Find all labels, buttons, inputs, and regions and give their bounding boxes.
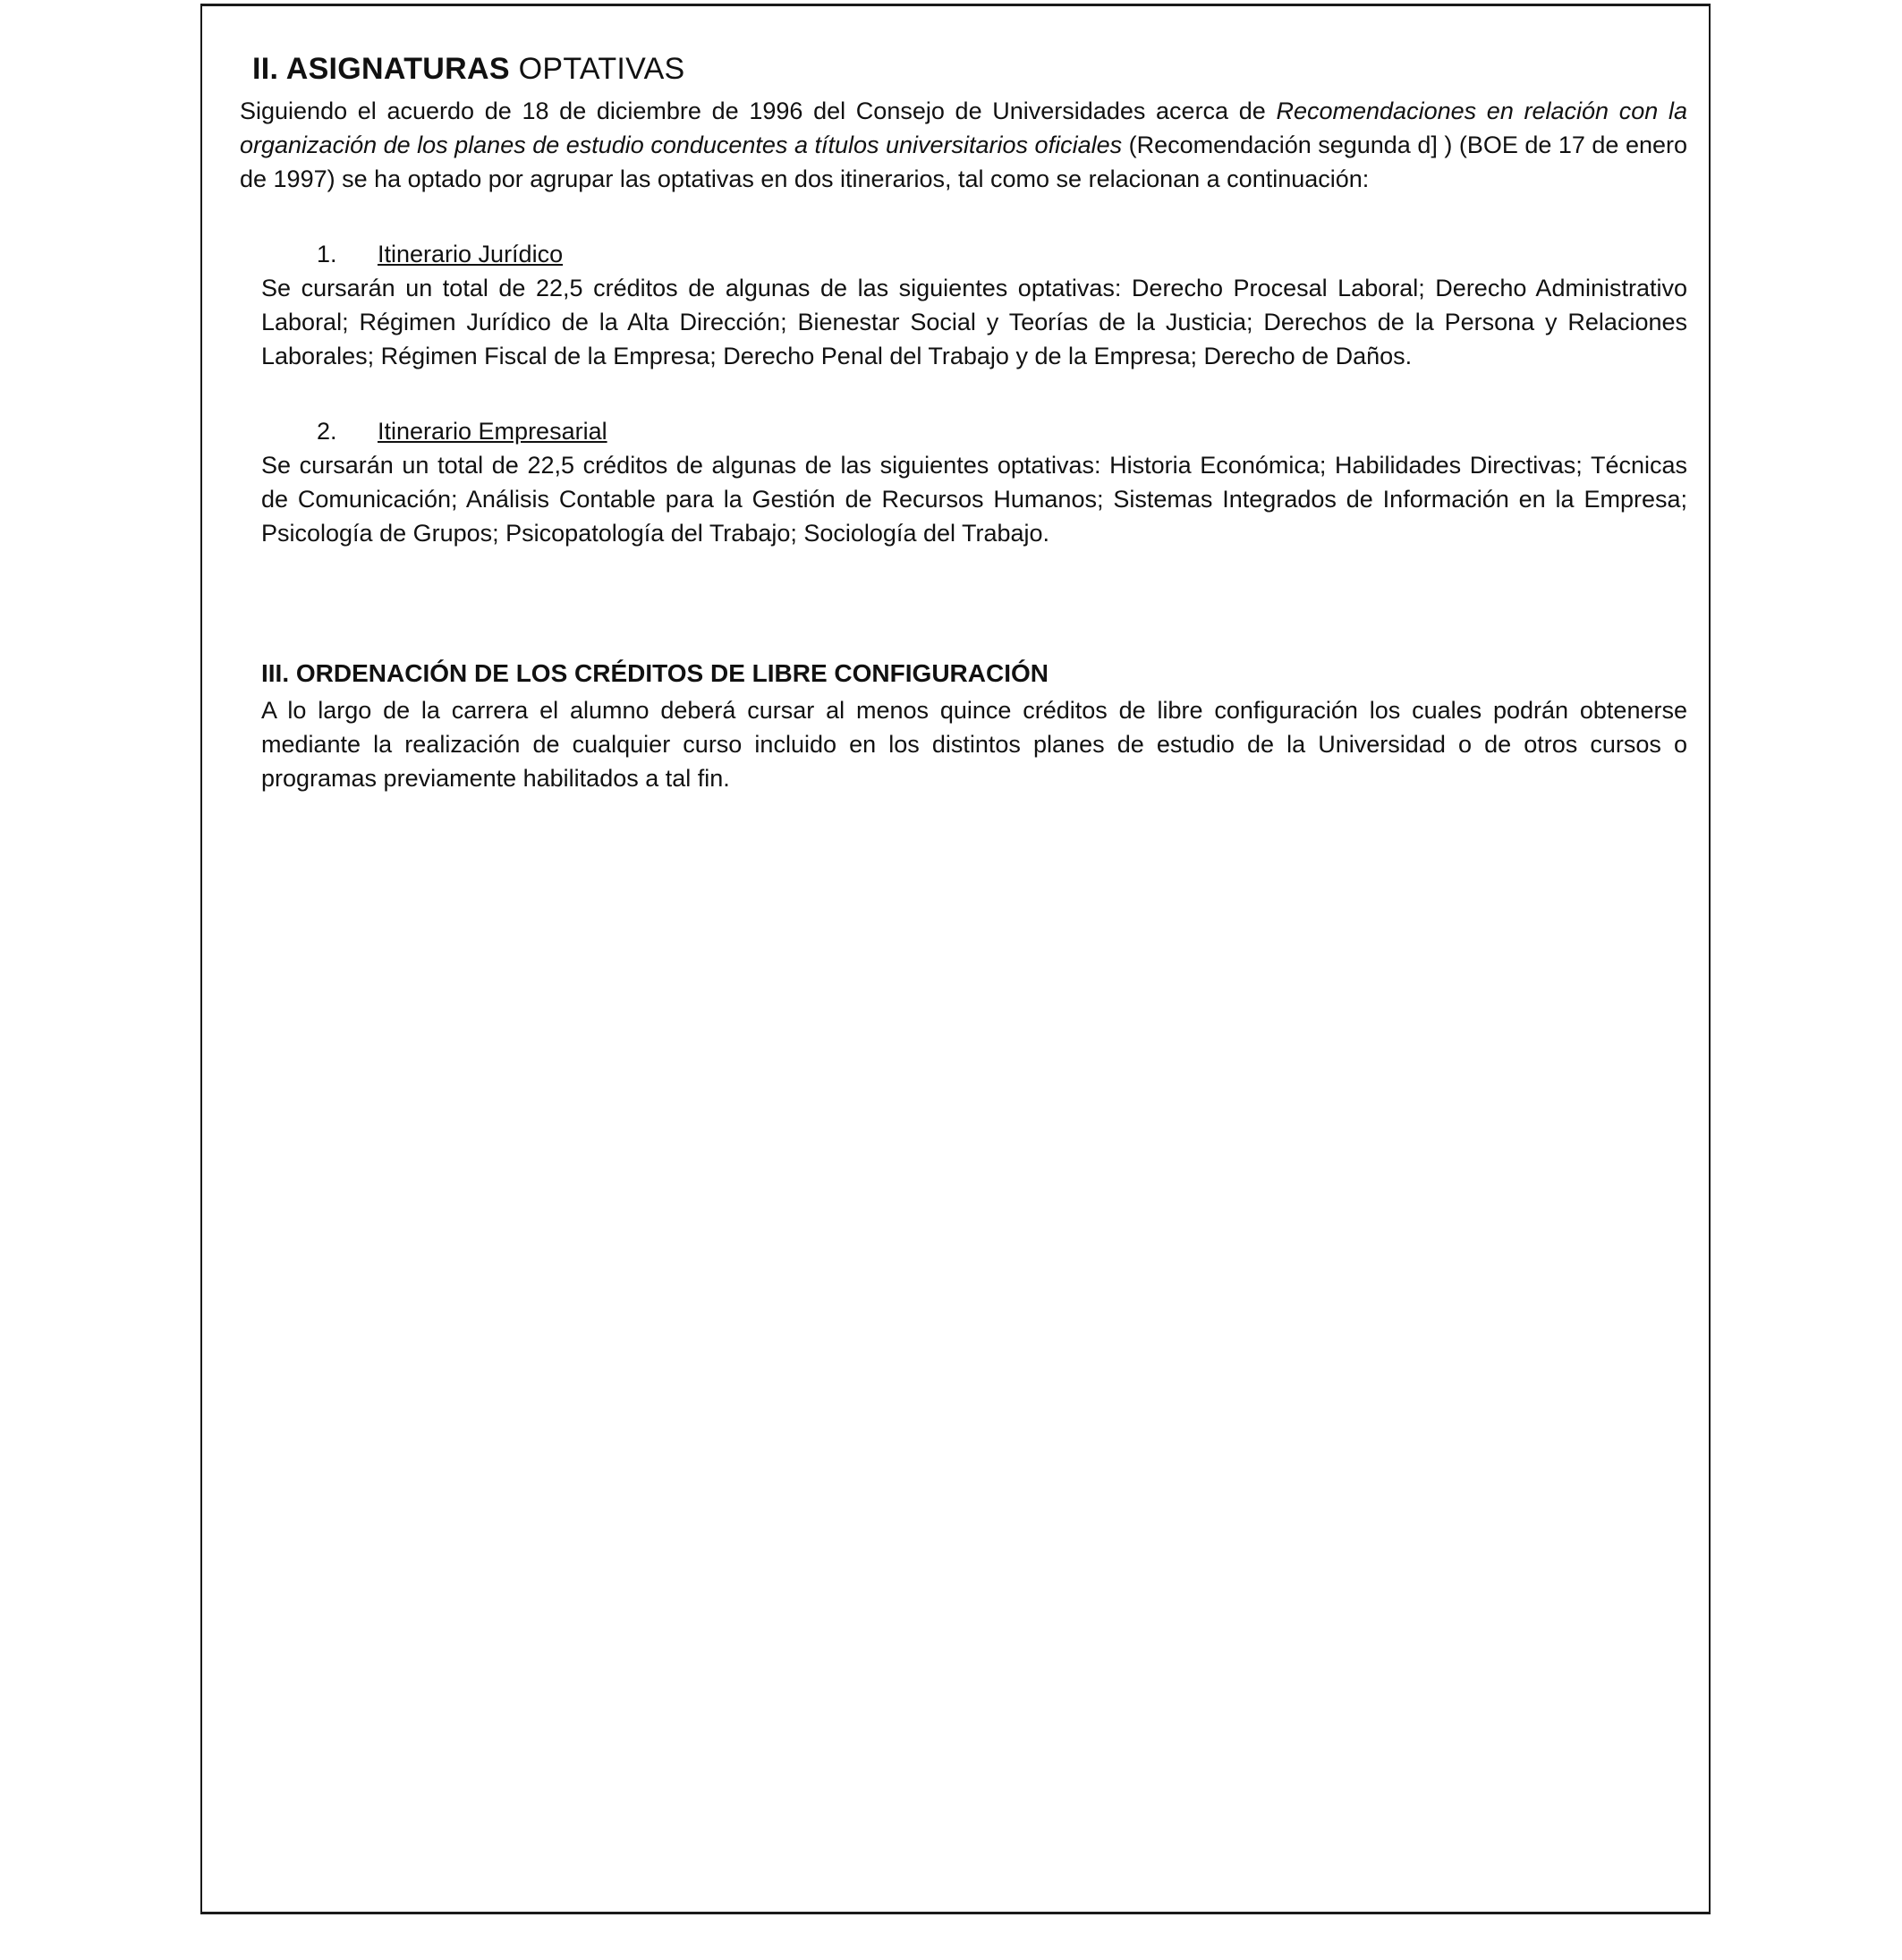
section-2-title	[252, 49, 1687, 89]
itinerary-description: Se cursarán un total de 22,5 créditos de algunas de las siguientes optativas: Historia Económica; Habilidades Directivas; Técnicas de Comunicación; Análisis Contable para la Gestión de Recursos Humanos; Sistemas Integrados de Información en la Empresa; Psicología de Grupos; Psicopatología del Trabajo; Sociología del Trabajo.	[261, 452, 1687, 547]
itinerary-number: 1.	[317, 241, 337, 267]
intro-text-end: (Recomendación segunda d] ) (BOE de 17 de enero de 1997) se ha optado por agrupar las optativas en dos itinerarios, tal como se relacionan a continuación:	[240, 132, 1688, 192]
section-2-title-rest: OPTATIVAS	[509, 52, 685, 86]
itinerary-empresarial	[261, 414, 1687, 550]
intro-text-start: Siguiendo el acuerdo de 18 de diciembre de 1996 del Consejo de Universidades acerca de	[240, 98, 1277, 124]
page-content	[240, 49, 1687, 795]
intro-italic-reference: Recomendaciones en relación con la organización de los planes de estudio conducentes a títulos universitarios oficiales	[240, 98, 1687, 158]
itinerary-description: Se cursarán un total de 22,5 créditos de algunas de las siguientes optativas: Derecho Procesal Laboral; Derecho Administrativo Laboral; Régimen Jurídico de la Alta Dirección; Bienestar Social y Teorías de la Justicia; Derechos de la Persona y Relaciones Laborales; Régimen Fiscal de la Empresa; Derecho Penal del Trabajo y de la Empresa; Derecho de Daños.	[261, 275, 1687, 369]
section-2-intro	[240, 94, 1687, 196]
section-2-title-bold: II. ASIGNATURAS	[252, 52, 510, 86]
itinerary-heading	[261, 414, 1687, 448]
itinerary-juridico	[261, 237, 1687, 373]
itinerary-label: Itinerario Empresarial	[378, 418, 607, 445]
section-3-text: A lo largo de la carrera el alumno deberá cursar al menos quince créditos de libre configuración los cuales podrán obtenerse mediante la realización de cualquier curso incluido en los distintos planes de estudio de la Universidad o de otros cursos o programas previamente habilitados a tal fin.	[261, 697, 1687, 792]
document-page	[200, 4, 1711, 1914]
section-3-title: III. ORDENACIÓN DE LOS CRÉDITOS DE LIBRE CONFIGURACIÓN	[261, 659, 1049, 687]
itinerary-heading	[261, 237, 1687, 271]
itinerary-number: 2.	[317, 418, 337, 445]
itinerary-label: Itinerario Jurídico	[378, 241, 564, 267]
